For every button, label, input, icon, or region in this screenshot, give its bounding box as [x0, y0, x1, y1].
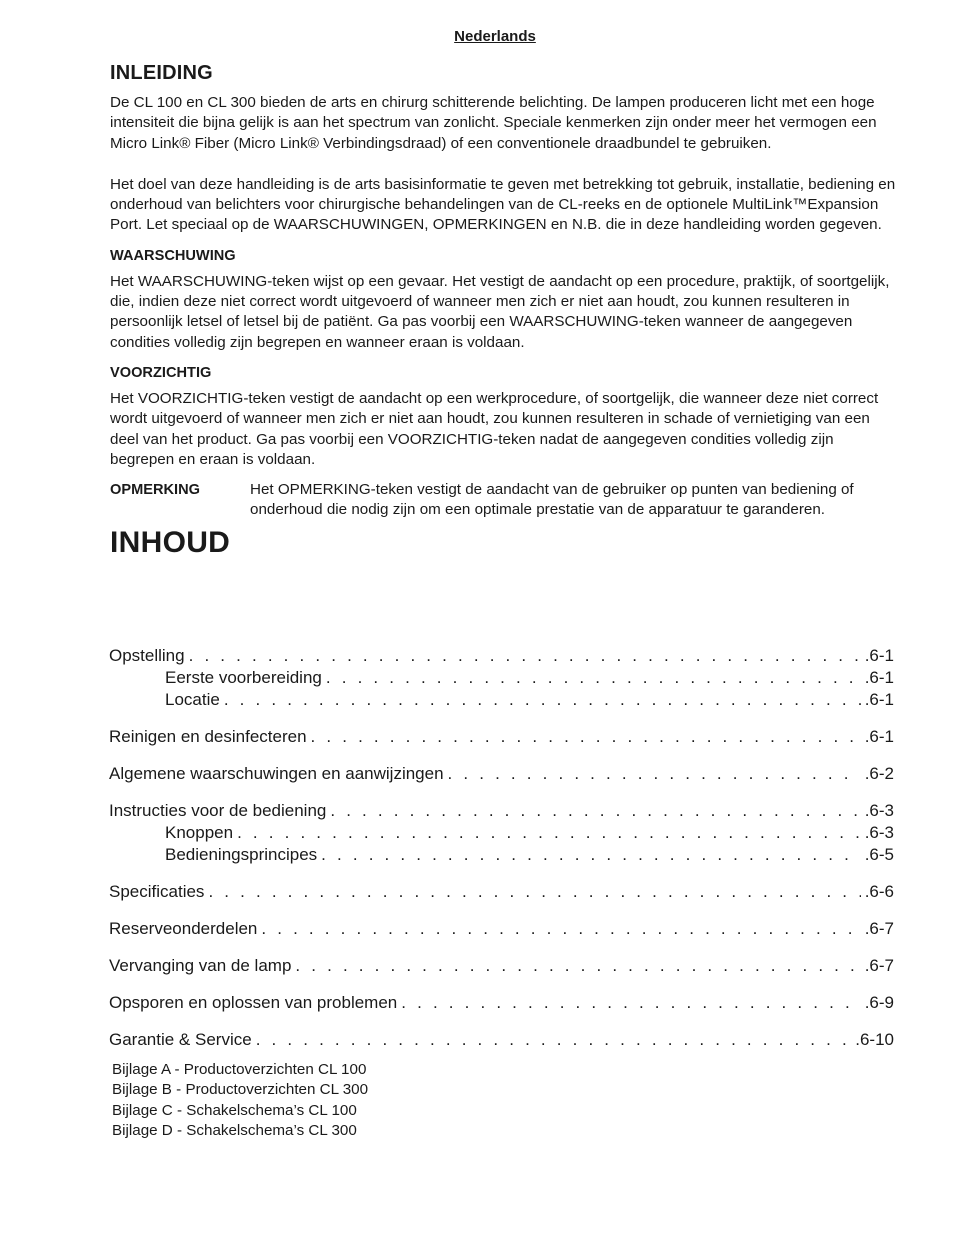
- toc-entry-label: Opstelling: [109, 646, 185, 665]
- intro-paragraph-1: De CL 100 en CL 300 bieden de arts en chirurg schitterende belichting. De lampen produceren licht met een hoge intensiteit die bijna gelijk is aan het spectrum van zonlicht. Speciale kenmerken zijn onder meer het vermogen een Micro Link® Fiber (Micro Link® Verbindingsdraad) of een conventionele draadbundel te gebruiken.: [110, 94, 877, 152]
- toc-entry-page: .6-1: [864, 690, 894, 709]
- toc-entry-specificaties[interactable]: [109, 881, 894, 903]
- toc-entry-label: Vervanging van de lamp: [109, 956, 292, 975]
- table-of-contents: [109, 645, 894, 1051]
- toc-entry-page: .6-3: [864, 801, 894, 820]
- toc-entry-label: Knoppen: [165, 823, 234, 842]
- toc-entry-reserveonderdelen[interactable]: [109, 918, 894, 940]
- toc-entry-page: .6-7: [864, 956, 894, 975]
- appendix-item[interactable]: Bijlage D - Schakelschema’s CL 300: [112, 1122, 357, 1140]
- toc-leader-dots: [326, 667, 861, 689]
- toc-entry-label: Locatie: [165, 690, 220, 709]
- toc-entry-page: .6-10: [855, 1030, 894, 1049]
- note-label: OPMERKING: [110, 482, 200, 499]
- intro-paragraph-2: Het doel van deze handleiding is de arts basisinformatie te geven met betrekking tot gebruik, installatie, bediening en onderhoud van belichters voor chirurgische behandelingen van de CL-reeks en de optionele MultiLink™Expansion Port. Let speciaal op de WAARSCHUWINGEN, OPMERKINGEN en N.B. die in deze handleiding worden gegeven.: [110, 175, 896, 234]
- toc-entry-knoppen[interactable]: [109, 822, 894, 844]
- toc-entry-bedieningsprincipes[interactable]: [109, 844, 894, 866]
- toc-entry-eerste-voorbereiding[interactable]: [109, 667, 894, 689]
- toc-entry-page: .6-5: [864, 845, 894, 864]
- toc-entry-page: .6-2: [864, 764, 894, 783]
- toc-entry-label: Instructies voor de bediening: [109, 801, 327, 820]
- toc-leader-dots: [311, 726, 861, 748]
- warning-heading: WAARSCHUWING: [110, 247, 236, 264]
- toc-entry-label: Reinigen en desinfecteren: [109, 727, 307, 746]
- appendix-item[interactable]: Bijlage B - Productoverzichten CL 300: [112, 1081, 369, 1099]
- toc-entry-label: Opsporen en oplossen van problemen: [109, 993, 398, 1012]
- language-header: Nederlands: [454, 28, 536, 45]
- toc-leader-dots: [256, 1029, 852, 1051]
- appendix-item[interactable]: Bijlage C - Schakelschema’s CL 100: [112, 1101, 357, 1119]
- toc-entry-label: Eerste voorbereiding: [165, 668, 322, 687]
- toc-leader-dots: [224, 689, 861, 711]
- toc-entry-label: Specificaties: [109, 882, 205, 901]
- toc-leader-dots: [295, 955, 860, 977]
- toc-leader-dots: [208, 881, 860, 903]
- appendix-item[interactable]: Bijlage A - Productoverzichten CL 100: [112, 1061, 367, 1078]
- toc-entry-algemene-waarschuwingen[interactable]: [109, 763, 894, 785]
- toc-entry-page: .6-3: [864, 823, 894, 842]
- toc-entry-page: .6-1: [864, 727, 894, 746]
- toc-leader-dots: [401, 992, 860, 1014]
- toc-leader-dots: [448, 763, 861, 785]
- toc-entry-garantie-service[interactable]: [109, 1029, 894, 1051]
- caution-heading: VOORZICHTIG: [110, 364, 212, 381]
- toc-entry-label: Reserveonderdelen: [109, 919, 258, 938]
- toc-entry-page: .6-1: [864, 646, 894, 665]
- toc-entry-page: .6-1: [864, 668, 894, 687]
- warning-text: Het WAARSCHUWING-teken wijst op een gevaar. Het vestigt de aandacht op een procedure, praktijk, of soortgelijk, die, indien deze niet correct wordt uitgevoerd of wanneer men zich er niet aan houdt, zou kunnen resulteren in persoonlijk letsel of letsel bij de patiënt. Ga pas voorbij een WAARSCHUWING-teken wanneer de aangegeven condities volledig zijn begrepen en wanneer eraan is voldaan.: [110, 272, 890, 351]
- toc-title: INHOUD: [110, 525, 231, 559]
- paragraph-spacer: [110, 154, 896, 175]
- toc-leader-dots: [321, 844, 861, 866]
- toc-entry-label: Garantie & Service: [109, 1030, 252, 1049]
- toc-entry-vervanging-lamp[interactable]: [109, 955, 894, 977]
- note-block: [110, 480, 896, 521]
- toc-entry-instructies[interactable]: [109, 800, 894, 822]
- intro-heading: INLEIDING: [110, 62, 213, 84]
- intro-section: [110, 62, 896, 568]
- appendix-list: [112, 1060, 612, 1142]
- toc-entry-reinigen[interactable]: [109, 726, 894, 748]
- toc-entry-label: Bedieningsprincipes: [165, 845, 318, 864]
- note-text: Het OPMERKING-teken vestigt de aandacht van de gebruiker op punten van bediening of onderhoud die nodig zijn om een optimale prestatie van de apparatuur te garanderen.: [250, 481, 854, 519]
- toc-entry-opsporen-problemen[interactable]: [109, 992, 894, 1014]
- toc-entry-page: .6-9: [864, 993, 894, 1012]
- caution-text: Het VOORZICHTIG-teken vestigt de aandacht op een werkprocedure, of soortgelijk, die wanneer deze niet correct wordt uitgevoerd of wanneer men zich er niet aan houdt, zou kunnen resulteren in schade of vernietiging van een deel van het product. Ga pas voorbij een VOORZICHTIG-teken nadat de aangegeven condities volledig zijn begrepen en eraan is voldaan.: [110, 389, 879, 468]
- toc-entry-page: .6-7: [864, 919, 894, 938]
- toc-entry-locatie[interactable]: [109, 689, 894, 711]
- toc-entry-opstelling[interactable]: [109, 645, 894, 667]
- toc-leader-dots: [189, 645, 861, 667]
- toc-entry-label: Algemene waarschuwingen en aanwijzingen: [109, 764, 444, 783]
- toc-leader-dots: [330, 800, 860, 822]
- toc-leader-dots: [261, 918, 860, 940]
- toc-entry-page: .6-6: [864, 882, 894, 901]
- toc-leader-dots: [237, 822, 861, 844]
